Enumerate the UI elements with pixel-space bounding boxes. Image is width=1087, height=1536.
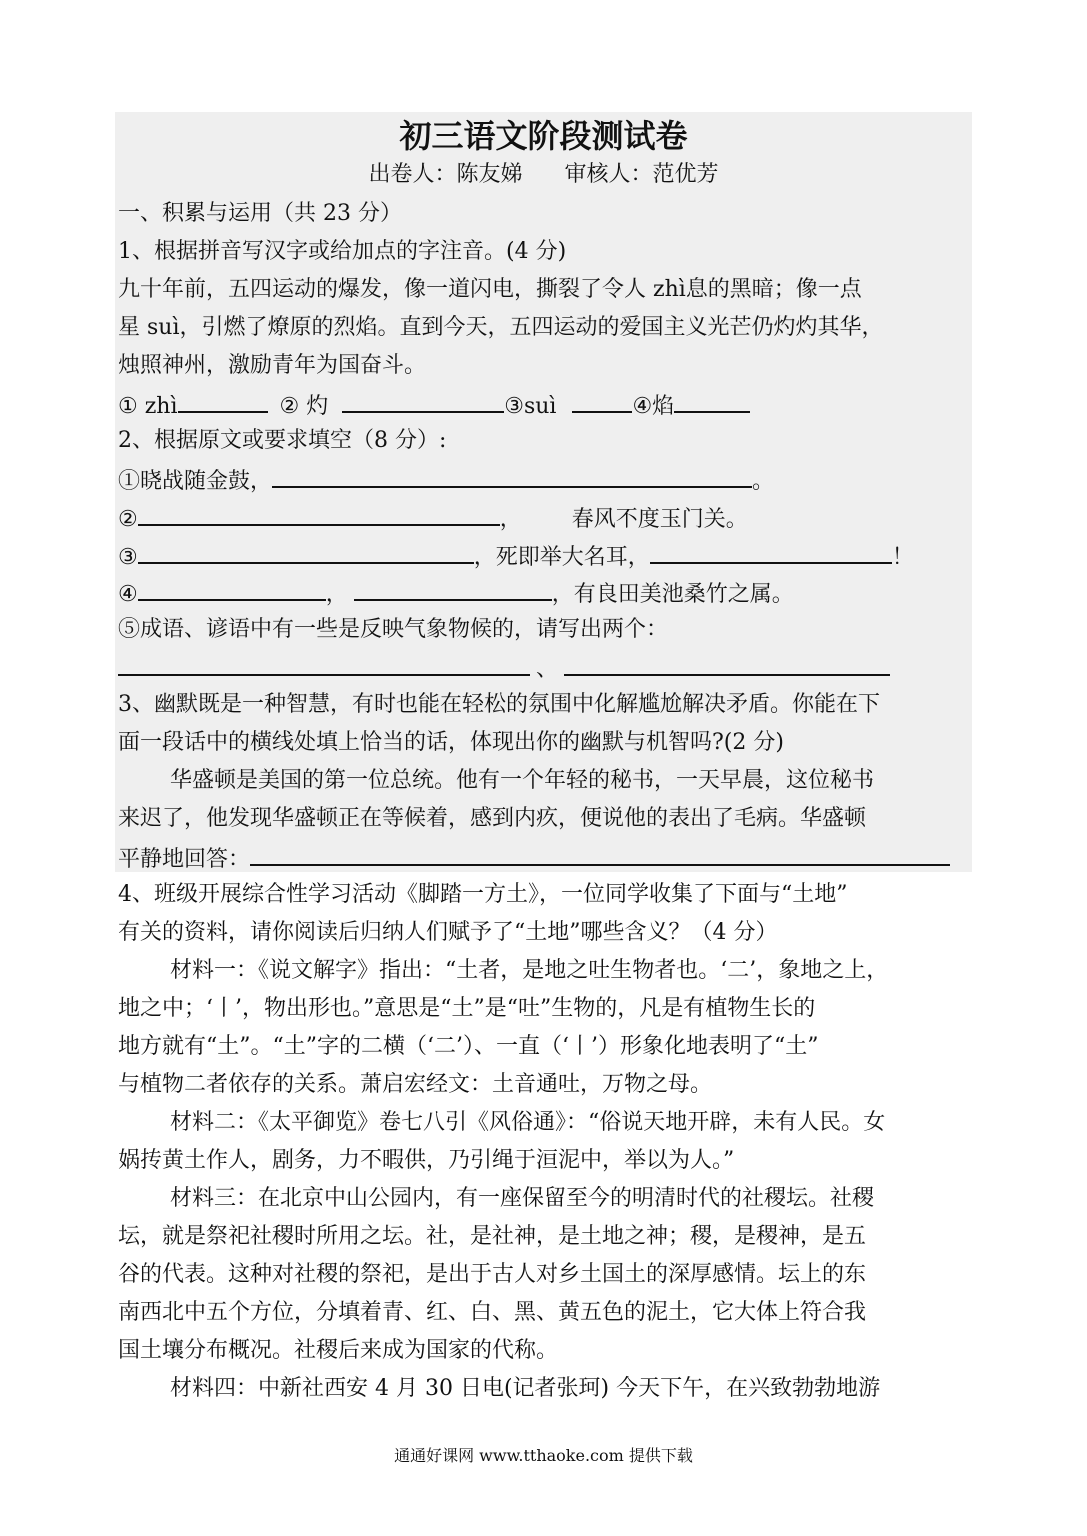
q4-material-line: 地之中；‘丨’，物出形也。”意思是“土”是“吐”生物的，凡是有植物生长的 (118, 996, 816, 1021)
answer-blank[interactable] (138, 577, 326, 601)
q2-text: ，有良田美池桑竹之属。 (551, 582, 794, 607)
q4-material-line: 谷的代表。这种对社稷的祭祀，是出于古人对乡土国土的深厚感情。坛上的东 (118, 1262, 867, 1287)
q3-para-line: 来迟了，他发现华盛顿正在等候着，感到内疚，便说他的表出了毛病。华盛顿 (118, 806, 867, 831)
answer-blank[interactable] (342, 389, 504, 413)
q2-fill-row (118, 577, 973, 610)
page-footer: 通通好课网 www.tthaoke.com 提供下载 (394, 1446, 693, 1465)
q2-prompt: ② (118, 507, 138, 532)
q4-material-line: 材料三：在北京中山公园内，有一座保留至今的明清时代的社稷坛。社稷 (170, 1186, 875, 1211)
answer-blank[interactable] (650, 540, 892, 564)
answer-blank[interactable] (564, 652, 890, 676)
q4-material-line: 材料二：《太平御览》卷七八引《风俗通》：“俗说天地开辟，未有人民。女 (170, 1110, 886, 1135)
q3-prompt: 平静地回答： (118, 847, 251, 872)
q2-fill-row (118, 540, 973, 573)
q1-answer-label: ② 灼 (279, 394, 329, 419)
q1-title: 1、根据拼音写汉字或给加点的字注音。(4 分) (118, 239, 567, 264)
q2-text: ，死即举大名耳， (473, 545, 650, 570)
q1-answer-row (118, 389, 973, 422)
q4-title: 有关的资料，请你阅读后归纳人们赋予了“土地”哪些含义？（4 分） (118, 920, 778, 945)
q2-punct: 、 (536, 657, 559, 682)
q2-text: 春风不度玉门关。 (571, 507, 748, 532)
q4-material-line: 国土壤分布概况。社稷后来成为国家的代称。 (118, 1338, 559, 1363)
q4-material-line: 娲抟黄土作人，剧务，力不暇供，乃引绳于洹泥中，举以为人。” (118, 1148, 735, 1173)
q2-prompt: ①晓战随金鼓， (118, 469, 273, 494)
q3-para-line: 华盛顿是美国的第一位总统。他有一个年轻的秘书，一天早晨，这位秘书 (170, 768, 875, 793)
q3-title: 3、幽默既是一种智慧，有时也能在轻松的氛围中化解尴尬解决矛盾。你能在下 (118, 692, 880, 717)
answer-blank[interactable] (250, 842, 950, 866)
q2-punct: ， (325, 582, 348, 607)
answer-blank[interactable] (354, 577, 552, 601)
page-title: 初三语文阶段测试卷 (399, 117, 688, 155)
q1-answer-label: ① zhì (118, 394, 178, 419)
q4-title: 4、班级开展综合性学习活动《脚踏一方土》，一位同学收集了下面与“土地” (118, 882, 848, 907)
answer-blank[interactable] (572, 389, 632, 413)
q2-punct: ！ (891, 545, 914, 570)
q4-material-line: 地方就有“土”。“土”字的二横（‘二’）、一直（‘丨’）形象化地表明了“土” (118, 1034, 819, 1059)
q1-answer-label: ③suì (504, 394, 557, 419)
answer-blank[interactable] (138, 502, 500, 526)
q2-prompt-line: ⑤成语、谚语中有一些是反映气象物候的，请写出两个： (118, 617, 669, 642)
q2-prompt: ③ (118, 545, 138, 570)
q2-fill-row (118, 502, 973, 535)
answer-blank[interactable] (272, 464, 752, 488)
q4-material-line: 与植物二者依存的关系。萧启宏经文：土音通吐，万物之母。 (118, 1072, 713, 1097)
q1-para-line: 烛照神州，激励青年为国奋斗。 (118, 353, 427, 378)
answer-blank[interactable] (118, 652, 530, 676)
q1-answer-label: ④焰 (632, 394, 675, 419)
q2-punct: ， (499, 507, 522, 532)
q2-fill-row (118, 652, 973, 685)
q4-material-line: 材料四：中新社西安 4 月 30 日电(记者张珂) 今天下午，在兴致勃勃地游 (170, 1376, 881, 1401)
q2-fill-row (118, 464, 973, 497)
q3-answer-row (118, 842, 973, 875)
authors-line: 出卷人：陈友娣 审核人：范优芳 (368, 162, 719, 187)
q1-para-line: 九十年前，五四运动的爆发，像一道闪电，撕裂了令人 zhì息的黑暗；像一点 (118, 277, 862, 302)
answer-blank[interactable] (138, 540, 474, 564)
q2-title: 2、根据原文或要求填空（8 分）: (118, 428, 447, 453)
q4-material-line: 坛，就是祭祀社稷时所用之坛。社，是社神，是土地之神；稷，是稷神，是五 (118, 1224, 867, 1249)
q4-material-line: 南西北中五个方位，分填着青、红、白、黑、黄五色的泥土，它大体上符合我 (118, 1300, 867, 1325)
q2-punct: 。 (752, 469, 775, 494)
answer-blank[interactable] (178, 389, 268, 413)
q1-para-line: 星 suì，引燃了燎原的烈焰。直到今天，五四运动的爱国主义光芒仍灼灼其华， (118, 315, 884, 340)
section-heading: 一、积累与运用（共 23 分） (118, 201, 402, 226)
q2-prompt: ④ (118, 582, 138, 607)
q4-material-line: 材料一：《说文解字》指出：“土者，是地之吐生物者也。‘二’，象地之上， (170, 958, 889, 983)
q3-title: 面一段话中的横线处填上恰当的话，体现出你的幽默与机智吗?(2 分) (118, 730, 784, 755)
answer-blank[interactable] (674, 389, 750, 413)
